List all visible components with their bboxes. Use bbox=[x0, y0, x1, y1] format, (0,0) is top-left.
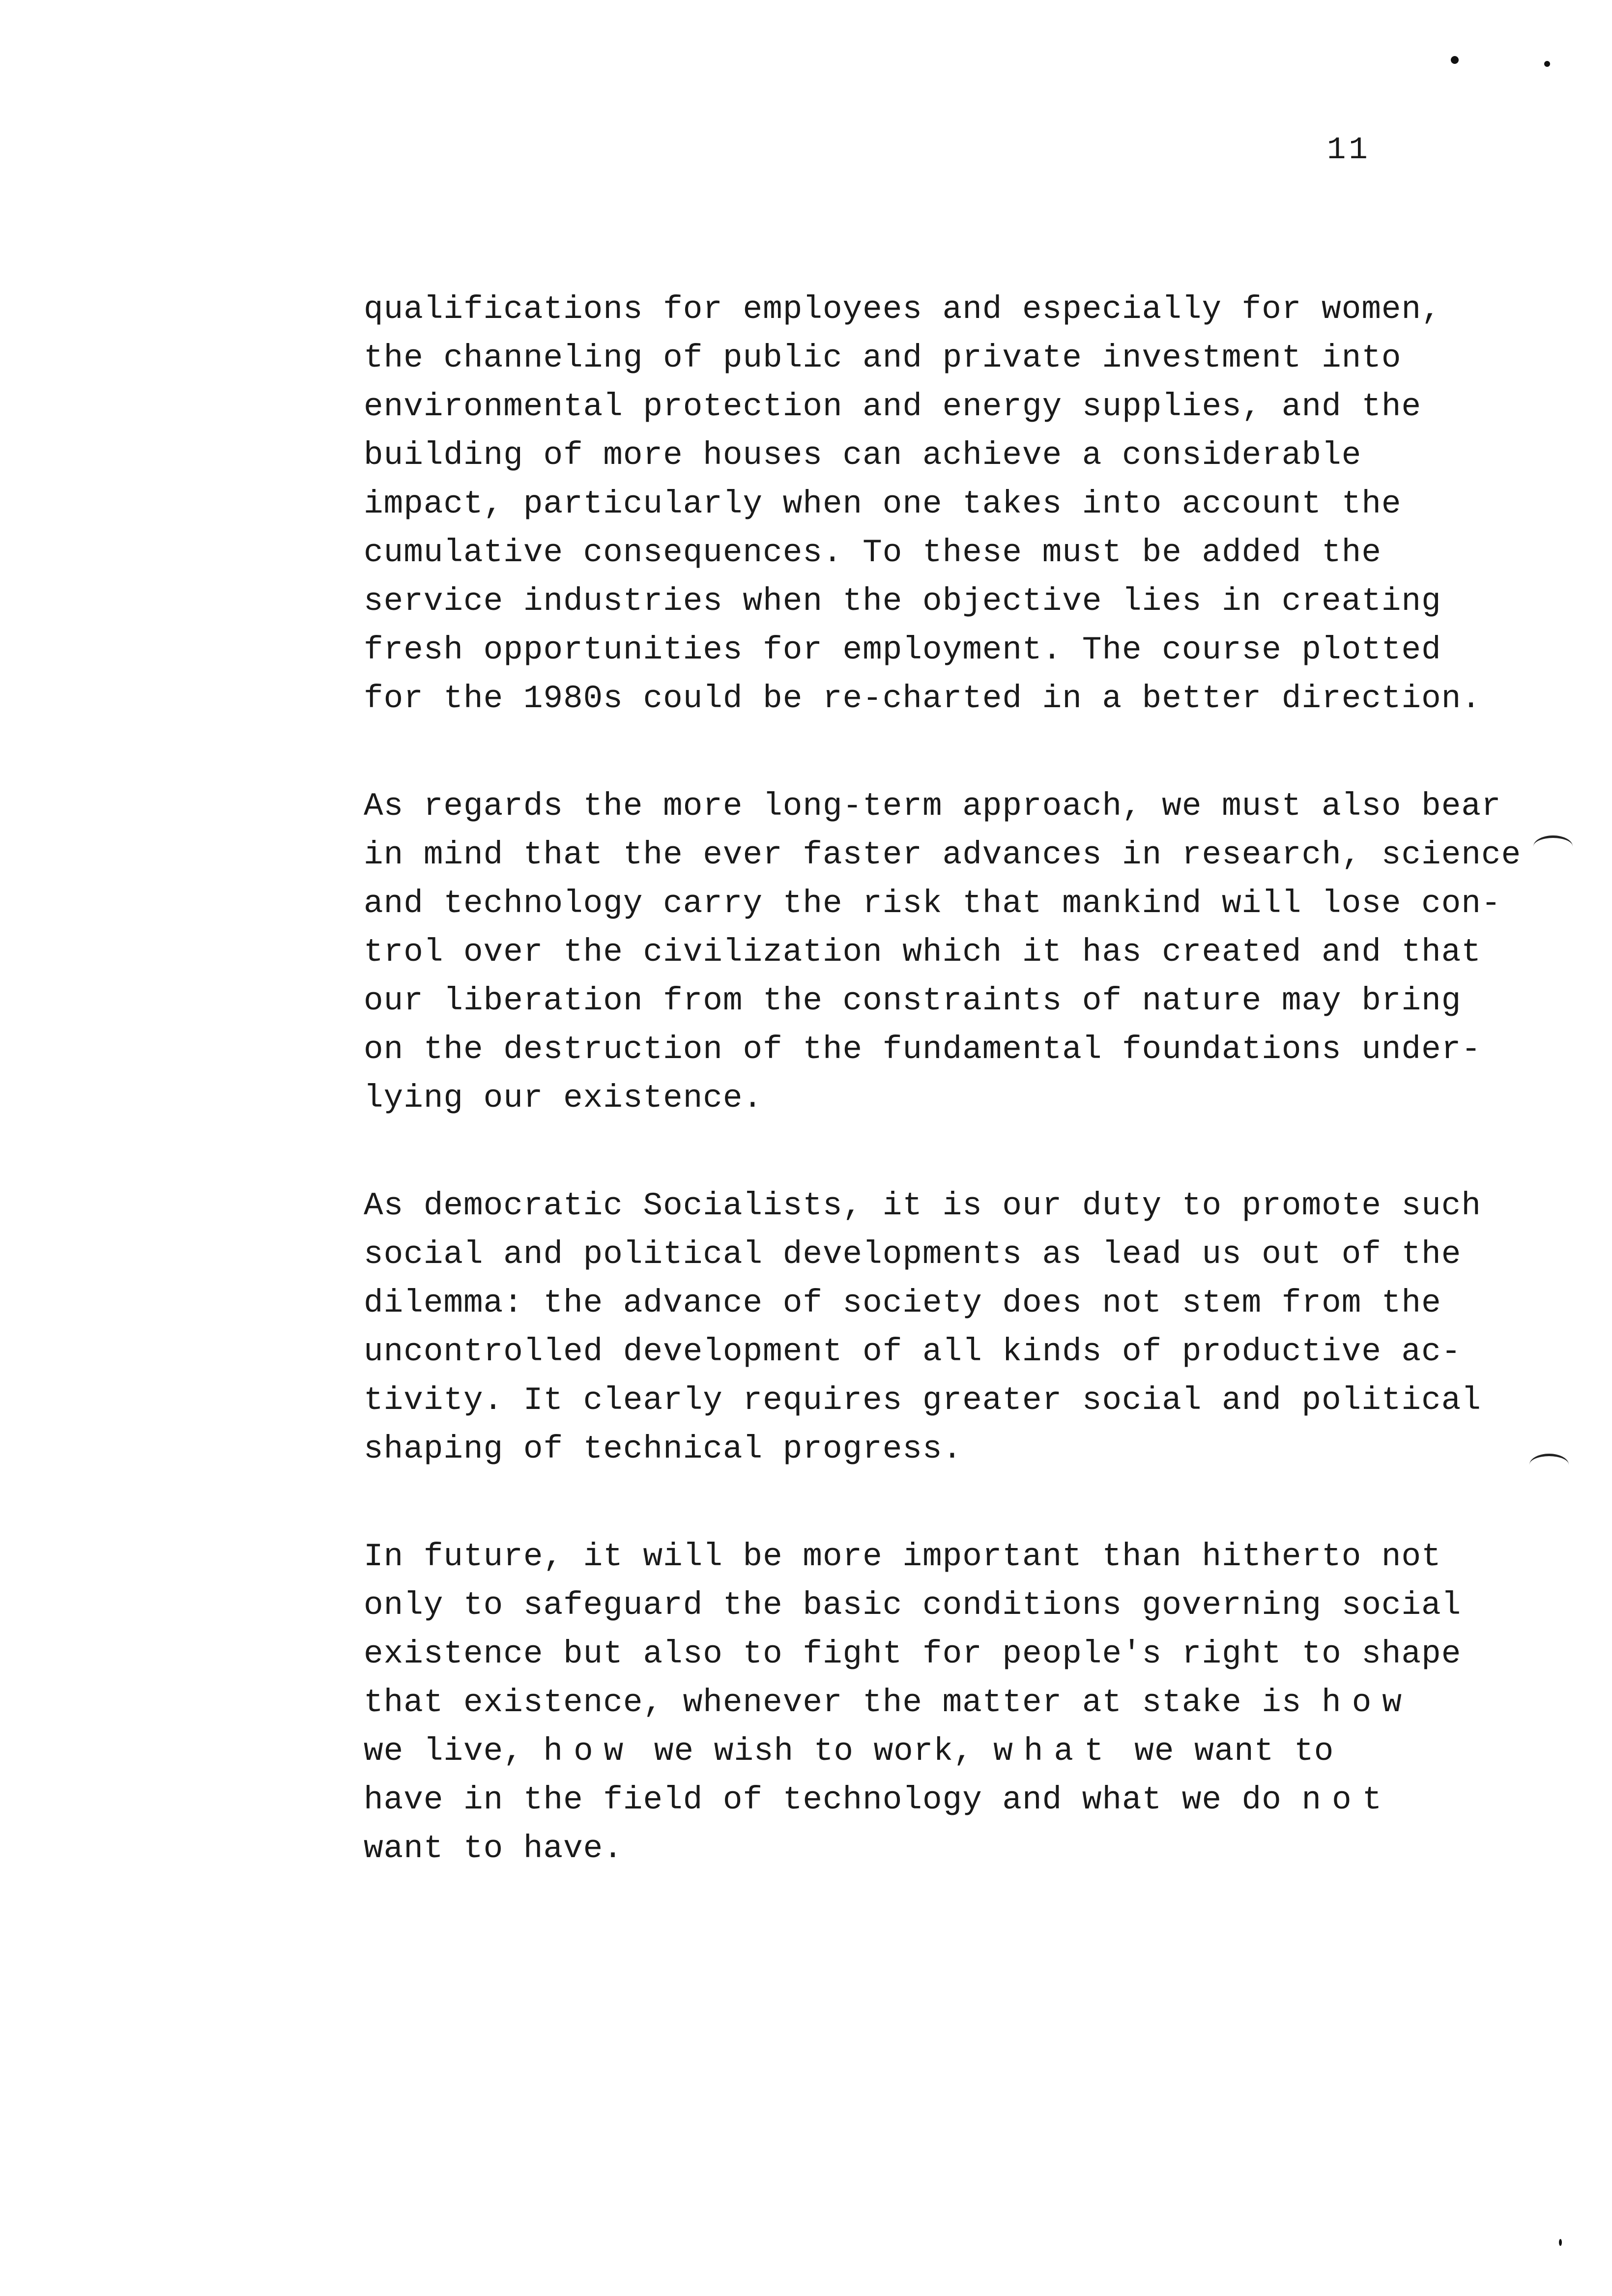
body-text bbox=[364, 285, 1543, 1932]
emphasis-how: how bbox=[1322, 1684, 1412, 1721]
text-line: in mind that the ever faster advances in research, science bbox=[364, 836, 1522, 873]
text-segment: that existence, whenever the matter at stake is bbox=[364, 1684, 1322, 1721]
text-segment: we wish to work, bbox=[634, 1733, 994, 1770]
text-segment: we live, bbox=[364, 1733, 544, 1770]
emphasis-how: how bbox=[543, 1733, 634, 1770]
scan-speck bbox=[1559, 2239, 1562, 2246]
emphasis-what: what bbox=[993, 1733, 1115, 1770]
text-line: our liberation from the constraints of nature may bring bbox=[364, 982, 1462, 1019]
text-line: building of more houses can achieve a considerable bbox=[364, 437, 1362, 474]
text-line: qualifications for employees and especially for women, bbox=[364, 291, 1441, 328]
text-line bbox=[364, 1727, 1543, 1776]
text-segment: we want to bbox=[1114, 1733, 1334, 1770]
text-segment: have in the field of technology and what we do bbox=[364, 1781, 1302, 1818]
text-line: impact, particularly when one takes into account the bbox=[364, 486, 1402, 522]
text-line: dilemma: the advance of society does not stem from the bbox=[364, 1285, 1441, 1321]
paragraph-2 bbox=[364, 782, 1543, 1122]
text-line: for the 1980s could be re-charted in a better direction. bbox=[364, 680, 1481, 717]
text-line: fresh opportunities for employment. The course plotted bbox=[364, 631, 1441, 668]
text-line: lying our existence. bbox=[364, 1080, 763, 1117]
text-line: uncontrolled development of all kinds of productive ac- bbox=[364, 1333, 1462, 1370]
text-line: only to safeguard the basic conditions governing social bbox=[364, 1587, 1462, 1624]
text-line: As regards the more long-term approach, we must also bear bbox=[364, 788, 1501, 825]
page-number: 11 bbox=[1327, 133, 1371, 168]
text-line: trol over the civilization which it has created and that bbox=[364, 934, 1481, 971]
text-line: and technology carry the risk that mankind will lose con- bbox=[364, 885, 1501, 922]
text-line: cumulative consequences. To these must be added the bbox=[364, 534, 1382, 571]
paragraph-4 bbox=[364, 1532, 1543, 1873]
text-line: on the destruction of the fundamental foundations under- bbox=[364, 1031, 1481, 1068]
scan-speck bbox=[1544, 61, 1550, 67]
text-line: shaping of technical progress. bbox=[364, 1431, 963, 1467]
text-line: tivity. It clearly requires greater social and political bbox=[364, 1382, 1481, 1419]
text-line: environmental protection and energy supplies, and the bbox=[364, 388, 1422, 425]
text-line bbox=[364, 1776, 1543, 1824]
text-line: the channeling of public and private investment into bbox=[364, 340, 1402, 376]
text-line: want to have. bbox=[364, 1830, 623, 1867]
text-line: social and political developments as lead us out of the bbox=[364, 1236, 1462, 1273]
paragraph-3 bbox=[364, 1181, 1543, 1473]
text-line: existence but also to fight for people's right to shape bbox=[364, 1636, 1462, 1672]
text-line: In future, it will be more important than hitherto not bbox=[364, 1538, 1441, 1575]
emphasis-not: not bbox=[1301, 1781, 1393, 1818]
text-line: service industries when the objective lies in creating bbox=[364, 583, 1441, 620]
text-line bbox=[364, 1678, 1543, 1727]
paragraph-1 bbox=[364, 285, 1543, 723]
text-line: As democratic Socialists, it is our duty to promote such bbox=[364, 1187, 1481, 1224]
scan-speck bbox=[1451, 56, 1459, 64]
